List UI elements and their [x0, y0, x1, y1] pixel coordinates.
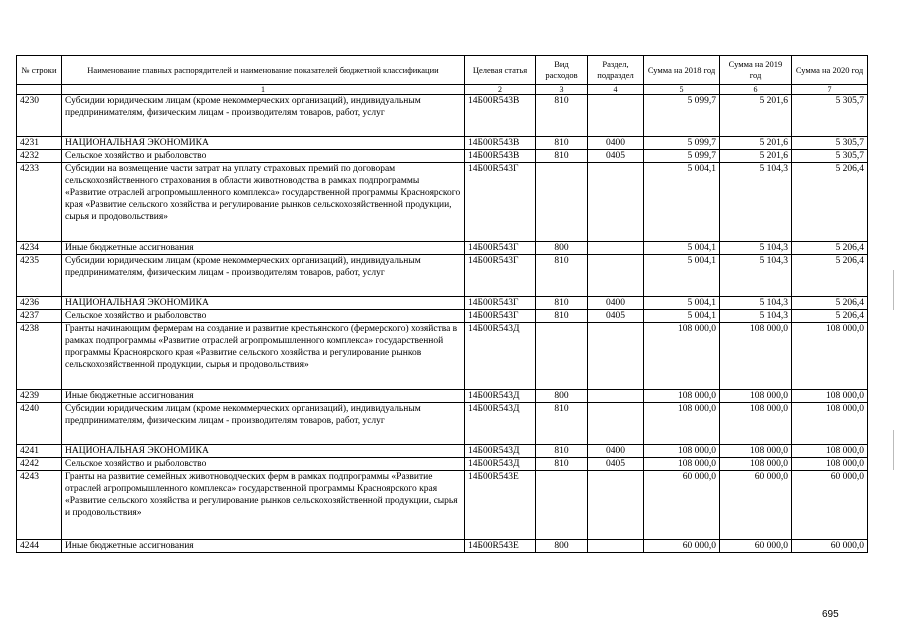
sum-2020-cell: 5 305,7 [792, 95, 868, 137]
column-number-row [17, 85, 868, 95]
section-cell [588, 390, 644, 403]
expense-type-cell [536, 163, 588, 242]
target-article-cell: 14Б00R543Д [465, 323, 536, 390]
sum-2020-cell: 108 000,0 [792, 323, 868, 390]
header-sum-2018: Сумма на 2018 год [644, 56, 720, 85]
section-cell [588, 471, 644, 540]
section-cell: 0405 [588, 150, 644, 163]
section-cell [588, 242, 644, 255]
sum-2019-cell: 60 000,0 [720, 471, 792, 540]
expense-type-cell: 810 [536, 137, 588, 150]
sum-2020-cell: 108 000,0 [792, 390, 868, 403]
sum-2020-cell: 60 000,0 [792, 471, 868, 540]
sum-2018-cell: 108 000,0 [644, 390, 720, 403]
expense-type-cell [536, 471, 588, 540]
sum-2019-cell: 5 201,6 [720, 150, 792, 163]
table-row [17, 255, 868, 297]
row-number-cell: 4236 [17, 297, 62, 310]
table-row [17, 297, 868, 310]
sum-2019-cell: 5 104,3 [720, 255, 792, 297]
expense-type-cell: 810 [536, 150, 588, 163]
sum-2018-cell: 5 099,7 [644, 137, 720, 150]
sum-2018-cell: 5 004,1 [644, 242, 720, 255]
table-row [17, 163, 868, 242]
sum-2018-cell: 60 000,0 [644, 540, 720, 553]
expense-type-cell: 800 [536, 242, 588, 255]
section-cell: 0400 [588, 137, 644, 150]
section-cell [588, 163, 644, 242]
row-number-cell: 4243 [17, 471, 62, 540]
target-article-cell: 14Б00R543Г [465, 163, 536, 242]
target-article-cell: 14Б00R543Г [465, 310, 536, 323]
row-number-cell: 4238 [17, 323, 62, 390]
sum-2019-cell: 5 104,3 [720, 310, 792, 323]
sum-2019-cell: 108 000,0 [720, 445, 792, 458]
table-row [17, 458, 868, 471]
sum-2020-cell: 108 000,0 [792, 403, 868, 445]
row-number-cell: 4230 [17, 95, 62, 137]
sum-2020-cell: 5 206,4 [792, 255, 868, 297]
sum-2018-cell: 108 000,0 [644, 445, 720, 458]
target-article-cell: 14Б00R543Д [465, 390, 536, 403]
target-article-cell: 14Б00R543Г [465, 297, 536, 310]
sum-2018-cell: 5 099,7 [644, 95, 720, 137]
target-article-cell: 14Б00R543Д [465, 458, 536, 471]
header-target-article: Целевая статья [465, 56, 536, 85]
sum-2020-cell: 5 305,7 [792, 150, 868, 163]
expense-type-cell: 810 [536, 403, 588, 445]
sum-2018-cell: 108 000,0 [644, 458, 720, 471]
section-cell: 0405 [588, 310, 644, 323]
target-article-cell: 14Б00R543Е [465, 471, 536, 540]
scan-edge-mark [893, 270, 894, 310]
header-expense-type: Вид расходов [536, 56, 588, 85]
row-name-cell: Сельское хозяйство и рыболовство [62, 458, 465, 471]
row-name-cell: Иные бюджетные ассигнования [62, 540, 465, 553]
table-row [17, 242, 868, 255]
sum-2019-cell: 108 000,0 [720, 390, 792, 403]
table-header-row [17, 56, 868, 85]
scan-edge-mark [893, 430, 894, 470]
sum-2019-cell: 5 201,6 [720, 137, 792, 150]
target-article-cell: 14Б00R543Д [465, 403, 536, 445]
header-row-no: № строки [17, 56, 62, 85]
table-row [17, 137, 868, 150]
table-row [17, 95, 868, 137]
sum-2019-cell: 108 000,0 [720, 323, 792, 390]
row-name-cell: Субсидии на возмещение части затрат на уплату страховых премий по договорам сельскохозяйственного страхования в области животноводства в рамках подпрограммы «Развитие отраслей агропромышленного комплекса» государственной программы Красноярского края «Развитие сельского хозяйства и регулирование рынков сельскохозяйственной продукции, сырья и продовольствия» [62, 163, 465, 242]
sum-2018-cell: 5 004,1 [644, 310, 720, 323]
table-row [17, 150, 868, 163]
sum-2019-cell: 5 104,3 [720, 163, 792, 242]
target-article-cell: 14Б00R543Г [465, 242, 536, 255]
section-cell [588, 255, 644, 297]
row-number-cell: 4241 [17, 445, 62, 458]
expense-type-cell: 810 [536, 445, 588, 458]
budget-table [16, 55, 868, 553]
sum-2019-cell: 5 104,3 [720, 297, 792, 310]
section-cell [588, 540, 644, 553]
page-number: 695 [822, 609, 839, 620]
header-sum-2020: Сумма на 2020 год [792, 56, 868, 85]
section-cell: 0400 [588, 297, 644, 310]
row-name-cell: Гранты на развитие семейных животноводческих ферм в рамках подпрограммы «Развитие отраслей агропромышленного комплекса» государственной программы Красноярского края «Развитие сельского хозяйства и регулирование рынков сельскохозяйственной продукции, сырья и продовольствия» [62, 471, 465, 540]
sum-2018-cell: 5 004,1 [644, 297, 720, 310]
sum-2020-cell: 5 206,4 [792, 297, 868, 310]
row-name-cell: Сельское хозяйство и рыболовство [62, 150, 465, 163]
expense-type-cell: 800 [536, 540, 588, 553]
section-cell [588, 95, 644, 137]
table-row [17, 540, 868, 553]
table-row [17, 310, 868, 323]
row-name-cell: Субсидии юридическим лицам (кроме некоммерческих организаций), индивидуальным предпринимателям, физическим лицам - производителям товаров, работ, услуг [62, 95, 465, 137]
row-number-cell: 4237 [17, 310, 62, 323]
row-name-cell: Гранты начинающим фермерам на создание и развитие крестьянского (фермерского) хозяйства в рамках подпрограммы «Развитие отраслей агропромышленного комплекса» государственной программы Красноярского края «Развитие сельского хозяйства и регулирование рынков сельскохозяйственной продукции, сырья и продовольствия» [62, 323, 465, 390]
table-row [17, 323, 868, 390]
expense-type-cell: 810 [536, 310, 588, 323]
row-number-cell: 4239 [17, 390, 62, 403]
table-row [17, 471, 868, 540]
column-number: 1 [62, 85, 465, 95]
header-name: Наименование главных распорядителей и наименование показателей бюджетной классификации [62, 56, 465, 85]
sum-2020-cell: 108 000,0 [792, 458, 868, 471]
row-name-cell: НАЦИОНАЛЬНАЯ ЭКОНОМИКА [62, 297, 465, 310]
sum-2020-cell: 5 206,4 [792, 310, 868, 323]
target-article-cell: 14Б00R543В [465, 150, 536, 163]
row-name-cell: Сельское хозяйство и рыболовство [62, 310, 465, 323]
section-cell: 0405 [588, 458, 644, 471]
row-number-cell: 4234 [17, 242, 62, 255]
row-name-cell: НАЦИОНАЛЬНАЯ ЭКОНОМИКА [62, 137, 465, 150]
row-number-cell: 4240 [17, 403, 62, 445]
target-article-cell: 14Б00R543В [465, 95, 536, 137]
row-name-cell: Субсидии юридическим лицам (кроме некоммерческих организаций), индивидуальным предпринимателям, физическим лицам - производителям товаров, работ, услуг [62, 255, 465, 297]
column-number: 5 [644, 85, 720, 95]
section-cell [588, 323, 644, 390]
header-section: Раздел, подраздел [588, 56, 644, 85]
row-number-cell: 4232 [17, 150, 62, 163]
target-article-cell: 14Б00R543В [465, 137, 536, 150]
column-number: 2 [465, 85, 536, 95]
sum-2019-cell: 5 201,6 [720, 95, 792, 137]
sum-2020-cell: 5 305,7 [792, 137, 868, 150]
header-sum-2019: Сумма на 2019 год [720, 56, 792, 85]
row-number-cell: 4231 [17, 137, 62, 150]
row-number-cell: 4235 [17, 255, 62, 297]
table-row [17, 390, 868, 403]
row-number-cell: 4242 [17, 458, 62, 471]
expense-type-cell: 810 [536, 255, 588, 297]
sum-2018-cell: 108 000,0 [644, 403, 720, 445]
sum-2018-cell: 5 099,7 [644, 150, 720, 163]
column-number: 6 [720, 85, 792, 95]
sum-2019-cell: 108 000,0 [720, 403, 792, 445]
sum-2019-cell: 60 000,0 [720, 540, 792, 553]
expense-type-cell: 800 [536, 390, 588, 403]
sum-2019-cell: 5 104,3 [720, 242, 792, 255]
table-row [17, 445, 868, 458]
row-number-cell: 4244 [17, 540, 62, 553]
section-cell [588, 403, 644, 445]
sum-2020-cell: 5 206,4 [792, 163, 868, 242]
sum-2020-cell: 60 000,0 [792, 540, 868, 553]
expense-type-cell: 810 [536, 297, 588, 310]
row-name-cell: Иные бюджетные ассигнования [62, 390, 465, 403]
table-row [17, 403, 868, 445]
column-number: 7 [792, 85, 868, 95]
sum-2018-cell: 108 000,0 [644, 323, 720, 390]
table-body [17, 95, 868, 553]
target-article-cell: 14Б00R543Е [465, 540, 536, 553]
column-number: 4 [588, 85, 644, 95]
row-number-cell: 4233 [17, 163, 62, 242]
sum-2018-cell: 5 004,1 [644, 255, 720, 297]
row-name-cell: Субсидии юридическим лицам (кроме некоммерческих организаций), индивидуальным предпринимателям, физическим лицам - производителям товаров, работ, услуг [62, 403, 465, 445]
column-number: 3 [536, 85, 588, 95]
expense-type-cell: 810 [536, 95, 588, 137]
target-article-cell: 14Б00R543Г [465, 255, 536, 297]
sum-2018-cell: 60 000,0 [644, 471, 720, 540]
sum-2020-cell: 5 206,4 [792, 242, 868, 255]
target-article-cell: 14Б00R543Д [465, 445, 536, 458]
row-name-cell: НАЦИОНАЛЬНАЯ ЭКОНОМИКА [62, 445, 465, 458]
section-cell: 0400 [588, 445, 644, 458]
sum-2019-cell: 108 000,0 [720, 458, 792, 471]
sum-2020-cell: 108 000,0 [792, 445, 868, 458]
expense-type-cell: 810 [536, 458, 588, 471]
expense-type-cell [536, 323, 588, 390]
sum-2018-cell: 5 004,1 [644, 163, 720, 242]
column-number-blank [17, 85, 62, 95]
row-name-cell: Иные бюджетные ассигнования [62, 242, 465, 255]
